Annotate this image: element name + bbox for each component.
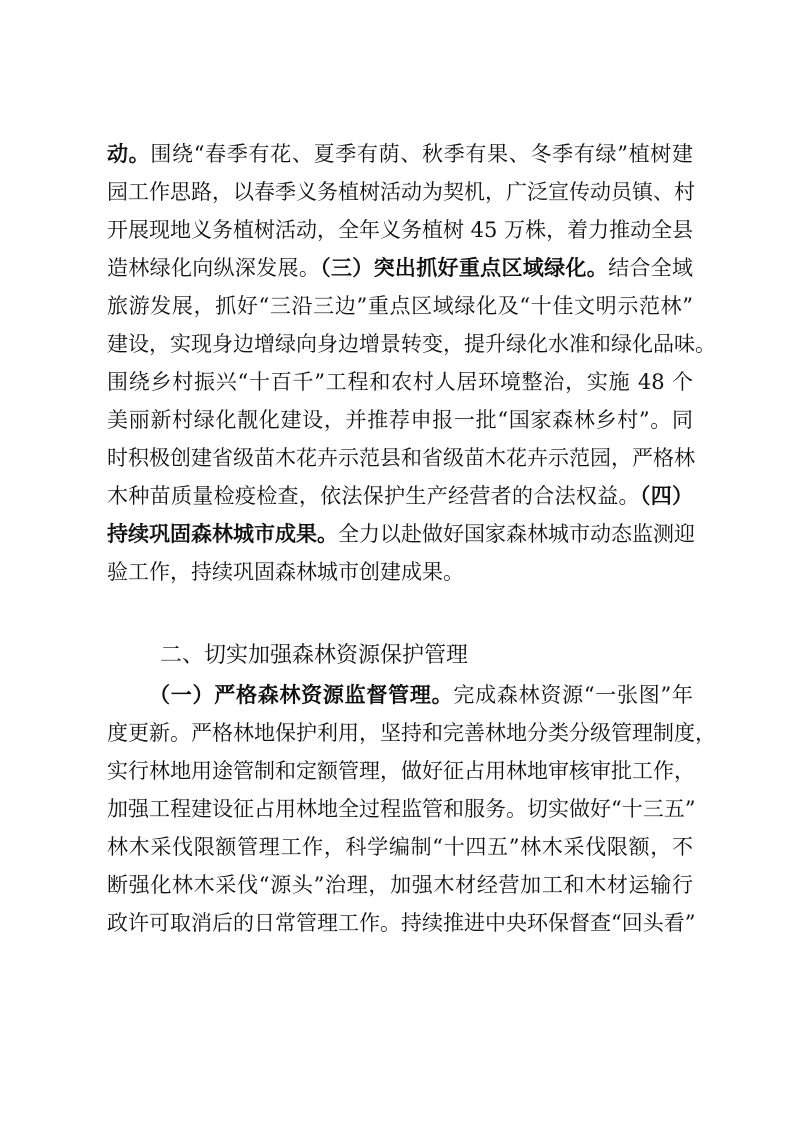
text-line: 持续巩固森林城市成果。全力以赴做好国家森林城市动态监测迎 (107, 521, 695, 546)
text-line: 建设，实现身边增绿向身边增景转变，提升绿化水准和绿化品味。 (107, 332, 716, 356)
text-line: 断强化林木采伐“源头”治理，加强木材经营加工和木材运输行 (107, 873, 693, 897)
text-line: 度更新。严格林地保护利用，坚持和完善林地分类分级管理制度， (107, 721, 716, 745)
text-line: （一）严格森林资源监督管理。完成森林资源“一张图”年 (149, 682, 693, 707)
text-line: 园工作思路，以春季义务植树活动为契机，广泛宣传动员镇、村 (107, 180, 695, 204)
text-line: 验工作，持续巩固森林城市创建成果。 (107, 560, 464, 584)
text-line: 开展现地义务植树活动，全年义务植树 45 万株，着力推动全县 (107, 218, 694, 242)
text-line: 林木采伐限额管理工作，科学编制“十四五”林木采伐限额，不 (107, 835, 693, 859)
text-line: 政许可取消后的日常管理工作。持续推进中央环保督查“回头看” (107, 911, 696, 935)
text-line: 时积极创建省级苗木花卉示范县和省级苗木花卉示范园，严格林 (107, 446, 695, 470)
text-line: 旅游发展，抓好“三沿三边”重点区域绿化及“十佳文明示范林” (107, 294, 693, 318)
text-line: 动。围绕“春季有花、夏季有荫、秋季有果、冬季有绿”植树建 (107, 141, 693, 166)
text-line: 木种苗质量检疫检查，依法保护生产经营者的合法权益。（四） (107, 483, 694, 508)
text-line: 围绕乡村振兴“十百千”工程和农村人居环境整治，实施 48 个 (107, 370, 693, 394)
text-line: 实行林地用途管制和定额管理，做好征占用林地审核审批工作， (107, 759, 695, 783)
paragraph-forest-resource (107, 676, 716, 942)
text-line: 造林绿化向纵深发展。（三）突出抓好重点区域绿化。结合全域 (107, 255, 694, 280)
text-line: 加强工程建设征占用林地全过程监管和服务。切实做好“十三五” (107, 797, 696, 821)
text-line: 美丽新村绿化靓化建设，并推荐申报一批“国家森林乡村”。同 (107, 408, 693, 432)
paragraph-greening (107, 135, 716, 591)
section-heading: 二、切实加强森林资源保护管理 (160, 643, 469, 668)
